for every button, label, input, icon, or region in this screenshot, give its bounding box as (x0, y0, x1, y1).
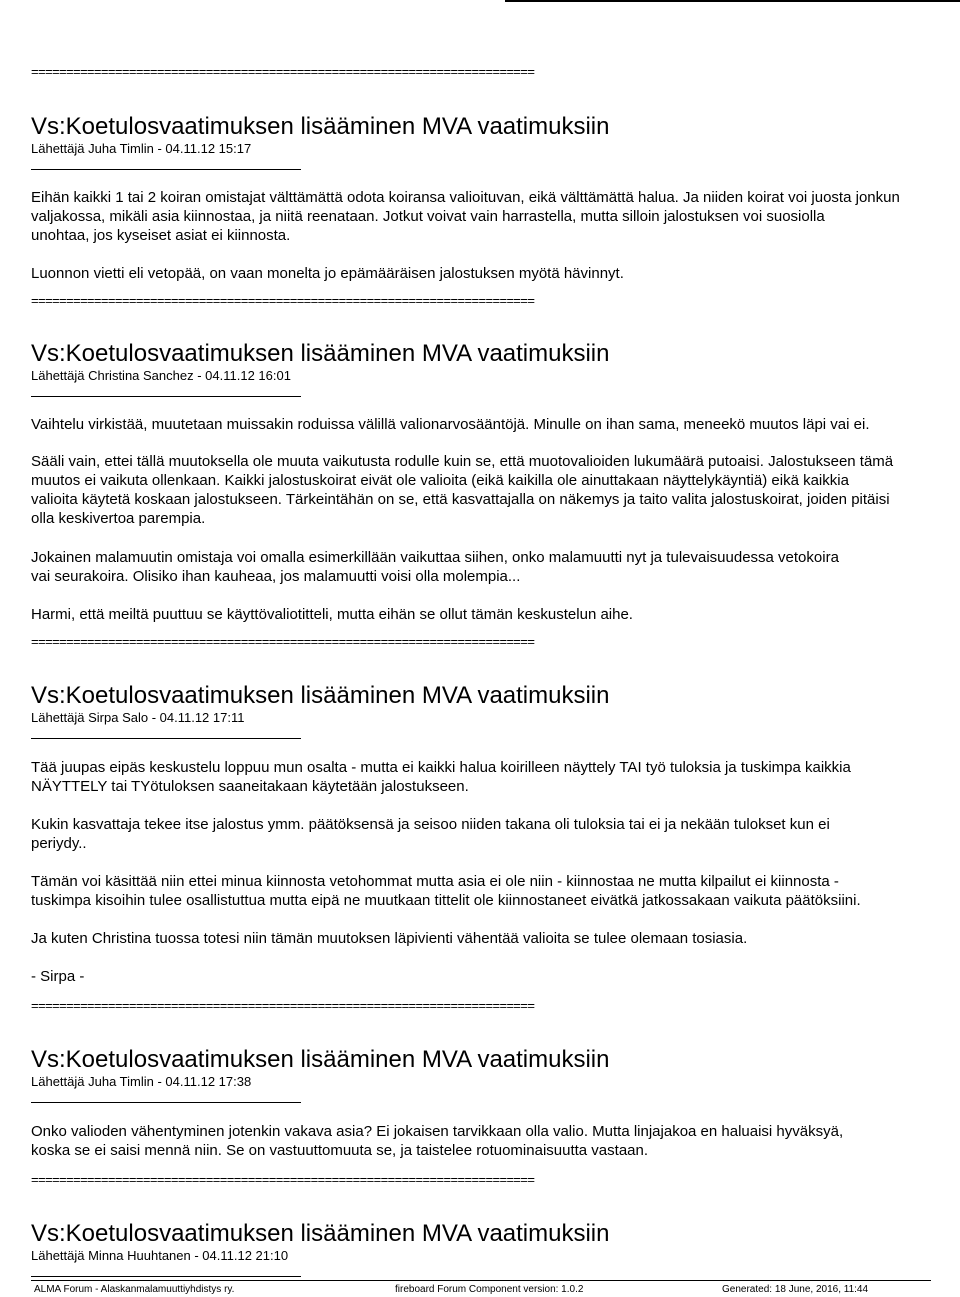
post-paragraph: Onko valioden vähentyminen jotenkin vakava asia? Ei jokaisen tarvikkaan olla valio. Mutta linjajakoa en haluaisi hyväksyä, koska se ei saisi mennä niin. Se on vastuuttomuuta se, ja taistelee rotuominaisuutta vastaan. (31, 1123, 844, 1159)
separator: ======================================================================== (31, 998, 535, 1013)
footer-generated: Generated: 18 June, 2016, 11:44 (722, 1284, 869, 1295)
post-paragraph: Sääli vain, ettei tällä muutoksella ole muuta vaikutusta rodulle kuin se, että muotovalioiden lukumäärä putoaisi. Jalostukseen tämä muutos ei vaikuta ollenkaan. Kaikki jalostuskoirat eivät ole valioita (eikä kaikilla ole ainuttakaan näyttelykäyntiä) eikä kaikkia valioita käytetä koskaan jalostukseen. Tärkeintähän on se, että kasvattajalla on näkemys ja taito valita jalostuskoirat, joiden pitäisi olla keskivertoa parempia. (31, 453, 894, 527)
post-paragraph: Kukin kasvattaja tekee itse jalostus ymm. päätöksensä ja seisoo niiden takana oli tuloksia tai ei ja nekään tulokset kun ei periydy.. (31, 816, 830, 852)
post (31, 113, 960, 283)
post-title: Vs:Koetulosvaatimuksen lisääminen MVA vaatimuksiin (31, 113, 610, 140)
separator: ======================================================================== (31, 634, 535, 649)
post-signature: - Sirpa - (31, 968, 85, 985)
separator: ======================================================================== (31, 64, 535, 79)
post-paragraph: Ja kuten Christina tuossa totesi niin tämän muutoksen läpivienti vähentää valioita se tulee olemaan tosiasia. (31, 930, 748, 947)
post-title: Vs:Koetulosvaatimuksen lisääminen MVA vaatimuksiin (31, 682, 610, 709)
post-meta: Lähettäjä Juha Timlin - 04.11.12 17:38 (31, 1074, 252, 1089)
footer-site: ALMA Forum - Alaskanmalamuuttiyhdistys ry. (34, 1284, 235, 1295)
post-paragraph: Harmi, että meiltä puuttuu se käyttövaliotitteli, mutta eihän se ollut tämän keskustelun aihe. (31, 606, 633, 623)
post (31, 340, 960, 624)
post-title: Vs:Koetulosvaatimuksen lisääminen MVA vaatimuksiin (31, 340, 610, 367)
divider (31, 169, 301, 170)
post-meta: Lähettäjä Christina Sanchez - 04.11.12 16:01 (31, 368, 291, 383)
post-meta: Lähettäjä Sirpa Salo - 04.11.12 17:11 (31, 710, 245, 725)
post-paragraph: Jokainen malamuutin omistaja voi omalla esimerkillään vaikuttaa siihen, onko malamuutti nyt ja tulevaisuudessa vetokoira vai seurakoira. Olisiko ihan kauheaa, jos malamuutti voisi olla molempia... (31, 549, 839, 585)
page-footer (31, 1280, 931, 1295)
post-paragraph: Tää juupas eipäs keskustelu loppuu mun osalta - mutta ei kaikki halua koirilleen näyttely TAI työ tuloksia ja tuskimpa kaikkia NÄYTTELY tai TYötuloksen saaneitakaan käytetään jalostukseen. (31, 759, 851, 795)
post-paragraph: Vaihtelu virkistää, muutetaan muissakin roduissa välillä valionarvosääntöjä. Minulle on ihan sama, meneekö muutos läpi vai ei. (31, 416, 870, 433)
post-meta: Lähettäjä Minna Huuhtanen - 04.11.12 21:10 (31, 1248, 289, 1263)
post (31, 1046, 960, 1160)
divider (31, 1102, 301, 1103)
separator: ======================================================================== (31, 1172, 535, 1187)
divider (31, 1276, 301, 1277)
post-title: Vs:Koetulosvaatimuksen lisääminen MVA vaatimuksiin (31, 1046, 610, 1073)
separator: ======================================================================== (31, 293, 535, 308)
divider (31, 738, 301, 739)
forum-thread (31, 64, 960, 1277)
post-meta: Lähettäjä Juha Timlin - 04.11.12 15:17 (31, 141, 252, 156)
top-rule (505, 0, 960, 2)
post-paragraph: Luonnon vietti eli vetopää, on vaan monelta jo epämääräisen jalostuksen myötä hävinnyt. (31, 265, 624, 282)
post (31, 1220, 960, 1277)
post-paragraph: Eihän kaikki 1 tai 2 koiran omistajat välttämättä odota koiransa valioituvan, eikä välttämättä halua. Ja niiden koirat voi juosta jonkun valjakossa, mikäli asia kiinnostaa, ja niitä reenataan. Jotkut voivat vain harrastella, mutta silloin jalostuksen voi suosiolla unohtaa, jos kyseiset asiat ei kiinnosta. (31, 189, 900, 244)
post (31, 682, 960, 986)
post-title: Vs:Koetulosvaatimuksen lisääminen MVA vaatimuksiin (31, 1220, 610, 1247)
footer-component: fireboard Forum Component version: 1.0.2 (395, 1284, 584, 1295)
divider (31, 396, 301, 397)
post-paragraph: Tämän voi käsittää niin ettei minua kiinnosta vetohommat mutta asia ei ole niin - kiinnostaa ne mutta kilpailut ei kiinnosta - tuskimpa kisoihin tulee osallistuttua mutta eipä ne muutkaan tittelit ole kiinnostaneet eivätkä jatkossakaan vaikuta päätöksiini. (31, 873, 861, 909)
